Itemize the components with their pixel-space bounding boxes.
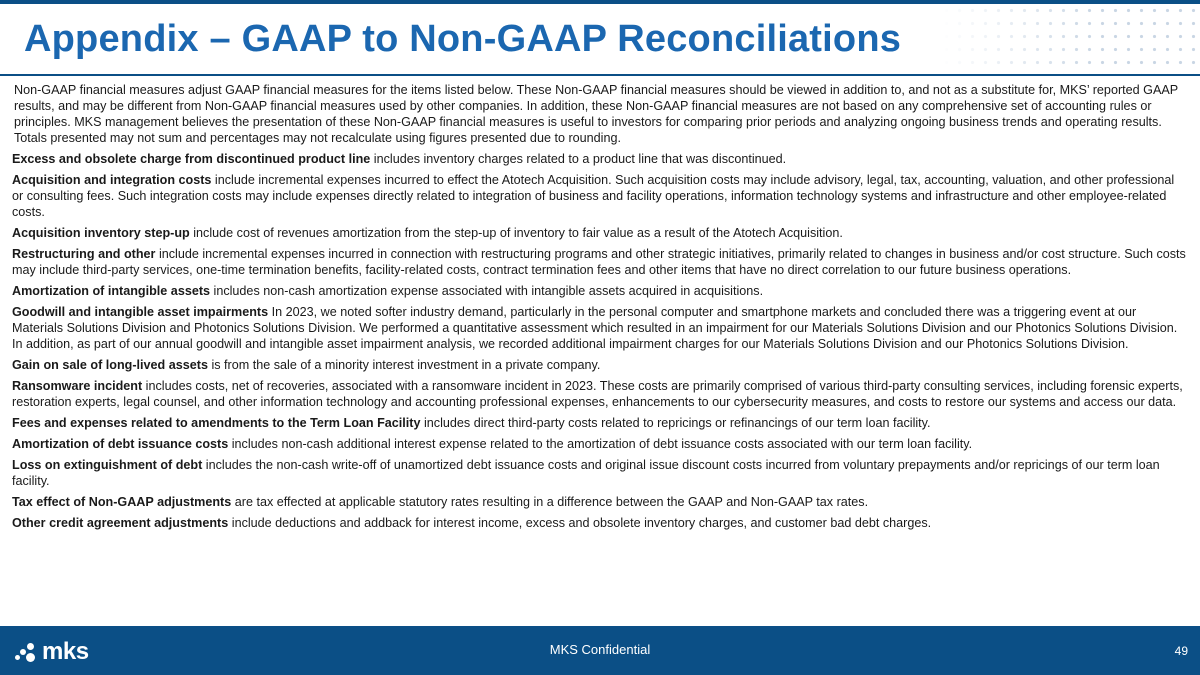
definition-term: Acquisition and integration costs [12,173,212,187]
definition-item [12,246,1188,278]
definition-item [12,304,1188,352]
definition-text: includes costs, net of recoveries, associated with a ransomware incident in 2023. These costs are primarily comprised of various third-party consulting services, including forensic experts, restoration experts, legal counsel, and other information technology and accounting professional expenses, enhancements to our cybersecurity measures, and costs to restore our systems and access our data. [12,379,1183,409]
definition-text: include incremental expenses incurred to effect the Atotech Acquisition. Such acquisition costs may include advisory, legal, tax, accounting, valuation, and other professional or consulting fees. Such integration costs may include expenses directly related to integration of business and facility operations, information technology systems and infrastructure and other employee-related costs. [12,173,1175,219]
definition-text: include deductions and addback for interest income, excess and obsolete inventory charges, and customer bad debt charges. [228,516,932,530]
definition-item [12,415,1188,431]
definition-text: includes inventory charges related to a product line that was discontinued. [370,152,787,166]
definition-text: include incremental expenses incurred in connection with restructuring programs and other strategic initiatives, primarily related to changes in business and/or cost structure. Such costs may include third-party services, one-time termination benefits, facility-related costs, contract termination fees and other items that have no direct correlation to our future business operations. [12,247,1186,277]
definition-term: Other credit agreement adjustments [12,516,229,530]
definition-term: Gain on sale of long-lived assets [12,358,208,372]
definition-item [12,357,1188,373]
definition-term: Ransomware incident [12,379,143,393]
definition-term: Acquisition inventory step-up [12,226,190,240]
definition-term: Tax effect of Non-GAAP adjustments [12,495,232,509]
definition-item [12,151,1188,167]
definition-term: Amortization of intangible assets [12,284,211,298]
definition-item [12,225,1188,241]
definition-item [12,283,1188,299]
page-number: 49 [1174,644,1188,658]
definition-text: includes non-cash additional interest expense related to the amortization of debt issuance costs associated with our term loan facility. [228,437,973,451]
definitions-list [12,151,1188,531]
definition-term: Fees and expenses related to amendments to the Term Loan Facility [12,416,421,430]
definition-text: is from the sale of a minority interest investment in a private company. [207,358,601,372]
definition-text: includes the non-cash write-off of unamortized debt issuance costs and original issue discount costs incurred from voluntary prepayments and/or repricings of our term loan facility. [12,458,1160,488]
page-title: Appendix – GAAP to Non-GAAP Reconciliations [24,18,902,60]
definition-term: Amortization of debt issuance costs [12,437,229,451]
definition-item [12,494,1188,510]
logo-wordmark: mks [42,638,89,665]
definition-term: Loss on extinguishment of debt [12,458,203,472]
definition-text: are tax effected at applicable statutory rates resulting in a difference between the GAAP and Non-GAAP tax rates. [231,495,869,509]
definition-text: includes non-cash amortization expense associated with intangible assets acquired in acquisitions. [210,284,764,298]
definition-item [12,515,1188,531]
definition-term: Goodwill and intangible asset impairments [12,305,269,319]
footer-bar [0,626,1200,675]
definition-term: Restructuring and other [12,247,156,261]
definition-text: In 2023, we noted softer industry demand, particularly in the personal computer and smartphone markets and concluded there was a triggering event at our Materials Solutions Division and Photonics Solutions Division. We performed a quantitative assessment which resulted in an impairment for our Materials Solutions Division and our Photonics Solutions Division. In addition, as part of our annual goodwill and intangible asset impairment analysis, we recorded additional impairment charges for our Materials Solutions Division and our Photonics Solutions Division. [12,305,1178,351]
dot-pattern-decoration [940,4,1200,74]
definitions-body [12,82,1188,536]
definition-text: includes direct third-party costs related to repricings or refinancings of our term loan facility. [420,416,931,430]
definition-item [12,378,1188,410]
confidential-label: MKS Confidential [549,642,651,657]
definition-item [12,436,1188,452]
definition-item [12,172,1188,220]
definition-term: Excess and obsolete charge from discontinued product line [12,152,371,166]
definition-text: include cost of revenues amortization from the step-up of inventory to fair value as a result of the Atotech Acquisition. [189,226,843,240]
intro-paragraph: Non-GAAP financial measures adjust GAAP financial measures for the items listed below. These Non-GAAP financial measures should be viewed in addition to, and not as a substitute for, MKS’ reported GAAP results, and may be different from Non-GAAP financial measures used by other companies. In addition, these Non-GAAP financial measures are not based on any comprehensive set of accounting rules or principles. MKS management believes the presentation of these Non-GAAP financial measures is useful to investors for comparing prior periods and analyzing ongoing business trends and operating results. Totals presented may not sum and percentages may not recalculate using figures presented due to rounding. [14,83,1178,145]
title-divider [0,74,1200,76]
definition-item [12,457,1188,489]
